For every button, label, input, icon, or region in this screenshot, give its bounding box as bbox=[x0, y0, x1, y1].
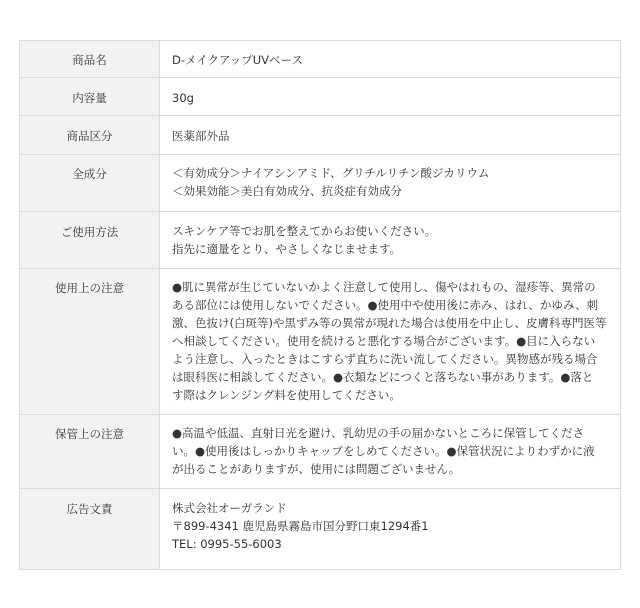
row-label-text: 商品名 bbox=[72, 53, 107, 67]
table-row-product-name bbox=[20, 41, 621, 78]
row-label-text: ご使用方法 bbox=[60, 225, 119, 239]
row-value bbox=[160, 155, 621, 212]
row-label bbox=[20, 212, 160, 269]
row-label bbox=[20, 41, 160, 78]
row-value-line: 激、色抜け(白斑等)や黒ずみ等の異常が現れた場合は使用を中止し、皮膚科専門医等 bbox=[172, 316, 607, 330]
row-value bbox=[160, 212, 621, 269]
row-label bbox=[20, 78, 160, 116]
row-value-line: 医薬部外品 bbox=[172, 129, 230, 143]
row-value-line: が出ることがありますが、使用には問題ございません。 bbox=[172, 462, 461, 476]
row-label-text: 保管上の注意 bbox=[55, 427, 124, 441]
row-label-text: 使用上の注意 bbox=[55, 281, 124, 295]
row-value-line: 株式会社オーガランド bbox=[172, 501, 287, 515]
product-info-table bbox=[19, 40, 621, 570]
row-value bbox=[160, 489, 621, 570]
row-label-text: 内容量 bbox=[72, 91, 107, 105]
row-label bbox=[20, 415, 160, 489]
row-label-text: 商品区分 bbox=[66, 129, 113, 143]
table-row-advertising-responsibility bbox=[20, 489, 621, 570]
row-value bbox=[160, 116, 621, 155]
product-info-table-wrapper bbox=[19, 40, 621, 570]
row-label bbox=[20, 489, 160, 570]
row-value-line: ●肌に異常が生じていないかよく注意して使用し、傷やはれもの、湿疹等、異常の bbox=[172, 280, 596, 294]
table-row-usage-precautions bbox=[20, 269, 621, 415]
table-row-usage bbox=[20, 212, 621, 269]
row-value-line: 指先に適量をとり、やさしくなじませます。 bbox=[172, 242, 402, 256]
row-label-text: 広告文責 bbox=[66, 502, 113, 516]
row-value-line: ●高温や低温、直射日光を避け、乳幼児の手の届かないところに保管してくださ bbox=[172, 426, 585, 440]
row-value-line: い。●使用後はしっかりキャップをしめてください。●保管状況によりわずかに液 bbox=[172, 444, 595, 458]
table-row-content-volume bbox=[20, 78, 621, 116]
row-value-line: ある部位には使用しないでください。●使用中や使用後に赤み、はれ、かゆみ、刺 bbox=[172, 298, 599, 312]
table-row-product-category bbox=[20, 116, 621, 155]
row-value-line: スキンケア等でお肌を整えてからお使いください。 bbox=[172, 224, 437, 238]
row-label bbox=[20, 116, 160, 155]
row-value-line: は眼科医に相談してください。●衣類などにつくと落ちない事があります。●落と bbox=[172, 370, 594, 384]
row-value bbox=[160, 78, 621, 116]
row-value-line: 〒899-4341 鹿児島県霧島市国分野口東1294番1 bbox=[172, 519, 429, 533]
row-value-line: D-メイクアップUVベース bbox=[172, 53, 303, 67]
row-value-line: へ相談してください。使用を続けると悪化する場合がございます。●目に入らない bbox=[172, 334, 596, 348]
row-label bbox=[20, 269, 160, 415]
row-value bbox=[160, 41, 621, 78]
row-value-line: ＜有効成分＞ナイアシンアミド、グリチルリチン酸ジカリウム bbox=[172, 166, 490, 180]
product-info-table-body bbox=[20, 41, 621, 570]
row-value-line: よう注意し、入ったときはこすらず直ちに洗い流してください。異物感が残る場合 bbox=[172, 352, 598, 366]
table-row-ingredients bbox=[20, 155, 621, 212]
row-value bbox=[160, 415, 621, 489]
row-value-line: す際はクレンジング料を使用してください。 bbox=[172, 388, 401, 402]
row-value-line: 30g bbox=[172, 91, 194, 105]
row-label-text: 全成分 bbox=[72, 167, 107, 181]
row-value bbox=[160, 269, 621, 415]
table-row-storage-precautions bbox=[20, 415, 621, 489]
row-value-line: TEL: 0995-55-6003 bbox=[172, 537, 282, 551]
row-label bbox=[20, 155, 160, 212]
row-value-line: ＜効果効能＞美白有効成分、抗炎症有効成分 bbox=[172, 184, 402, 198]
